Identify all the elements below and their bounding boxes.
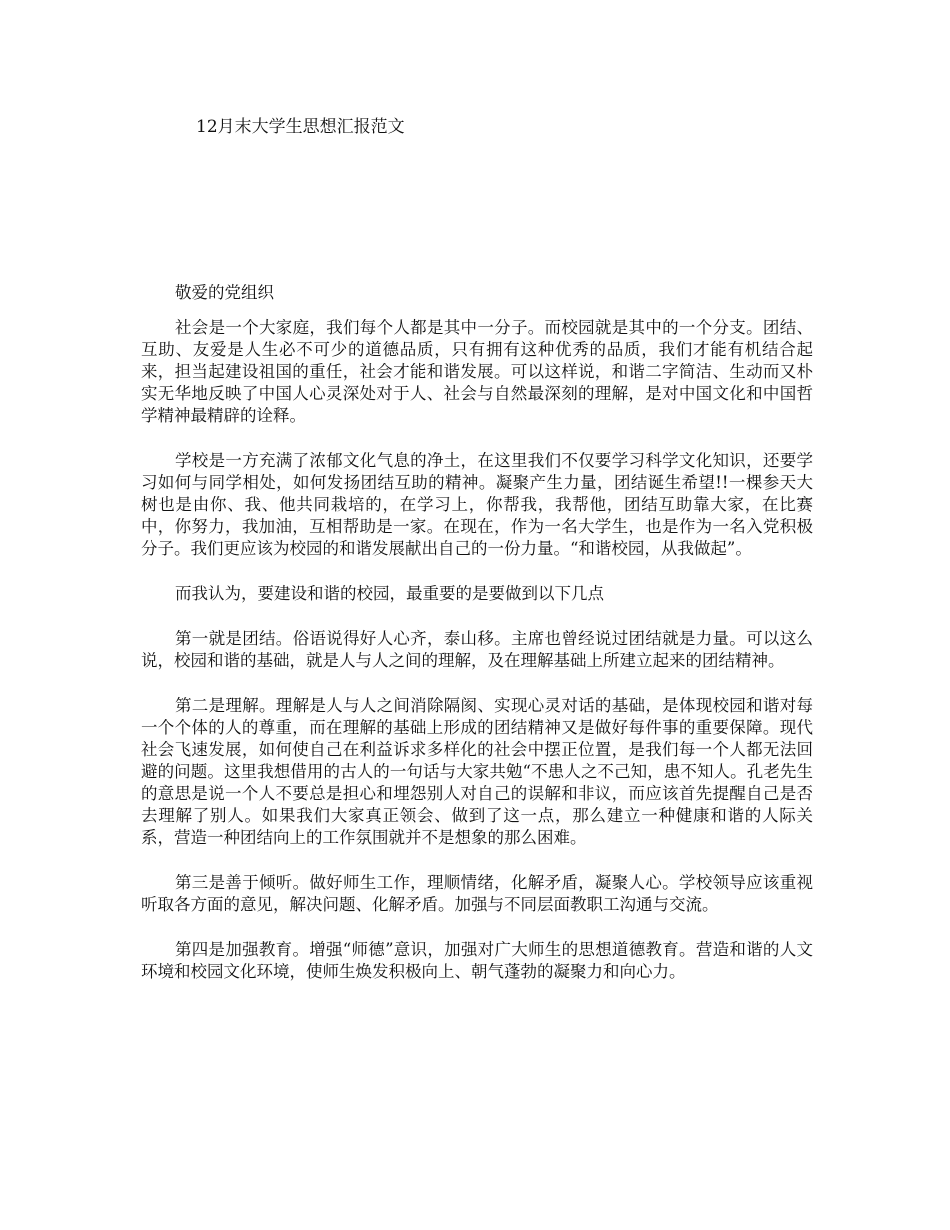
document-title: 12月末大学生思想汇报范文 (196, 117, 405, 137)
paragraph-society: 社会是一个大家庭，我们每个人都是其中一分子。而校园就是其中的一个分支。团结、互助、友爱是人生必不可少的道德品质，只有拥有这种优秀的品质，我们才能有机结合起来，担当起建设祖国的重任，社会才能和谐发展。可以这样说，和谐二字简洁、生动而又朴实无华地反映了中国人心灵深处对于人、社会与自然最深刻的理解，是对中国文化和中国哲学精神最精辟的诠释。 (141, 318, 813, 425)
paragraph-school: 学校是一方充满了浓郁文化气息的净土，在这里我们不仅要学习科学文化知识，还要学习如何与同学相处，如何发扬团结互助的精神。凝聚产生力量，团结诞生希望!!一棵参天大树也是由你、我、他共同栽培的，在学习上，你帮我，我帮他，团结互助靠大家，在比赛中，你努力，我加油，互相帮助是一家。在现在，作为一名大学生，也是作为一名入党积极分子。我们更应该为校园的和谐发展献出自己的一份力量。“和谐校园，从我做起”。 (141, 451, 813, 558)
paragraph-point-understanding: 第二是理解。理解是人与人之间消除隔阂、实现心灵对话的基础，是体现校园和谐对每一个个体的人的尊重，而在理解的基础上形成的团结精神又是做好每件事的重要保障。现代社会飞速发展，如何使自己在利益诉求多样化的社会中摆正位置，是我们每一个人都无法回避的问题。这里我想借用的古人的一句话与大家共勉“不患人之不己知，患不知人。孔老先生的意思是说一个人不要总是担心和埋怨别人对自己的误解和非议，而应该首先提醒自己是否去理解了别人。如果我们大家真正领会、做到了这一点，那么建立一种健康和谐的人际关系，营造一种团结向上的工作氛围就并不是想象的那么困难。 (141, 696, 813, 847)
paragraph-points-intro: 而我认为，要建设和谐的校园，最重要的是要做到以下几点 (175, 584, 604, 603)
document-body (141, 282, 813, 1006)
paragraph-point-listening: 第三是善于倾听。做好师生工作，理顺情绪，化解矛盾，凝聚人心。学校领导应该重视听取各方面的意见，解决问题、化解矛盾。加强与不同层面教职工沟通与交流。 (141, 873, 813, 914)
salutation: 敬爱的党组织 (175, 283, 274, 302)
paragraph-point-education: 第四是加强教育。增强“师德”意识，加强对广大师生的思想道德教育。营造和谐的人文环境和校园文化环境，使师生焕发积极向上、朝气蓬勃的凝聚力和向心力。 (141, 940, 813, 981)
paragraph-point-unity: 第一就是团结。俗语说得好人心齐，泰山移。主席也曾经说过团结就是力量。可以这么说，校园和谐的基础，就是人与人之间的理解，及在理解基础上所建立起来的团结精神。 (141, 629, 813, 670)
